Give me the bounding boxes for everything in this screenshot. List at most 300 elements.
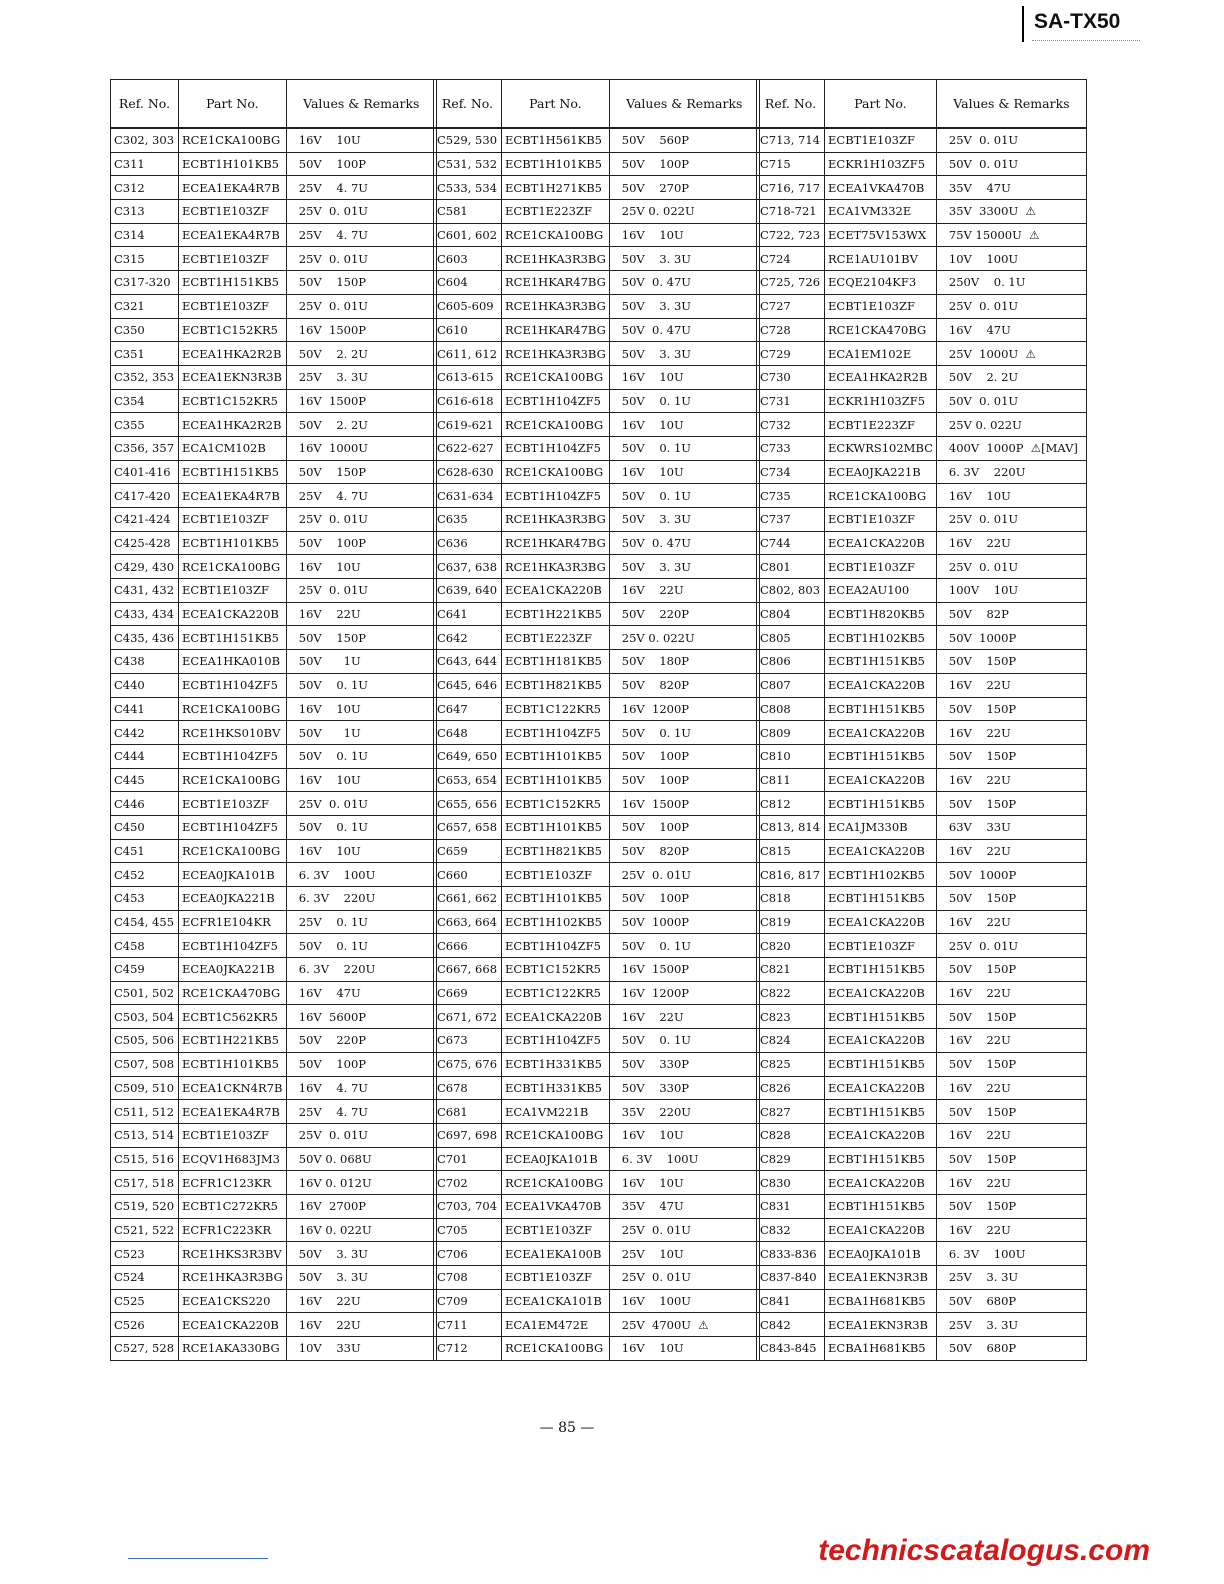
- part-no-cell: ECEA1HKA010B: [179, 650, 287, 674]
- value-cell: 25V 0. 01U: [936, 555, 1086, 579]
- part-no-cell: ECEA1CKN4R7B: [179, 1076, 287, 1100]
- value-cell: 6. 3V 220U: [936, 460, 1086, 484]
- ref-no-cell: C351: [111, 342, 179, 366]
- table-row: [111, 1029, 437, 1053]
- value-cell: 50V 150P: [936, 744, 1086, 768]
- part-no-cell: ECBT1H101KB5: [179, 152, 287, 176]
- part-no-cell: ECEA1VKA470B: [825, 176, 937, 200]
- value-cell: 25V 1000U ⚠: [936, 342, 1086, 366]
- value-cell: 16V 22U: [936, 1076, 1086, 1100]
- part-no-cell: ECBA1H681KB5: [825, 1337, 937, 1361]
- value-cell: 50V 150P: [936, 1005, 1086, 1029]
- value-cell: 25V 10U: [609, 1242, 759, 1266]
- table-row: [434, 152, 760, 176]
- ref-no-cell: C505, 506: [111, 1029, 179, 1053]
- value-cell: 6. 3V 220U: [286, 887, 436, 911]
- ref-no-cell: C440: [111, 673, 179, 697]
- table-row: [434, 555, 760, 579]
- table-row: [111, 531, 437, 555]
- value-cell: 50V 0. 1U: [609, 436, 759, 460]
- part-no-cell: ECBT1H104ZF5: [502, 934, 610, 958]
- table-row: [757, 1100, 1087, 1124]
- table-row: [434, 744, 760, 768]
- ref-no-cell: C417-420: [111, 484, 179, 508]
- table-header-row: [757, 80, 1087, 129]
- table-row: [757, 508, 1087, 532]
- table-row: [434, 1005, 760, 1029]
- ref-no-cell: C511, 512: [111, 1100, 179, 1124]
- value-cell: 50V 0. 1U: [609, 721, 759, 745]
- ref-no-cell: C730: [757, 365, 825, 389]
- part-no-cell: ECBT1E223ZF: [502, 626, 610, 650]
- part-no-cell: ECBT1H221KB5: [502, 602, 610, 626]
- ref-no-cell: C734: [757, 460, 825, 484]
- value-cell: 50V 3. 3U: [609, 294, 759, 318]
- value-cell: 50V 0. 1U: [609, 934, 759, 958]
- part-no-header: Part No.: [179, 80, 287, 129]
- value-cell: 16V 22U: [936, 1123, 1086, 1147]
- ref-no-cell: C718-721: [757, 200, 825, 224]
- value-cell: 35V 220U: [609, 1100, 759, 1124]
- value-cell: 25V 3. 3U: [286, 365, 436, 389]
- value-cell: 25V 0. 022U: [609, 200, 759, 224]
- table-row: [111, 152, 437, 176]
- table-row: [757, 721, 1087, 745]
- part-no-cell: ECBT1H104ZF5: [179, 744, 287, 768]
- table-row: [111, 1123, 437, 1147]
- part-no-cell: ECBT1H181KB5: [502, 650, 610, 674]
- table-row: [757, 1052, 1087, 1076]
- value-cell: 50V 0. 01U: [936, 389, 1086, 413]
- value-cell: 16V 22U: [936, 839, 1086, 863]
- table-row: [111, 1289, 437, 1313]
- value-cell: 25V 4700U ⚠: [609, 1313, 759, 1337]
- ref-no-cell: C724: [757, 247, 825, 271]
- table-row: [434, 958, 760, 982]
- ref-no-cell: C823: [757, 1005, 825, 1029]
- footer-link-underline: [128, 1558, 268, 1559]
- part-no-cell: ECEA1HKA2R2B: [825, 365, 937, 389]
- table-row: [757, 294, 1087, 318]
- value-cell: 50V 3. 3U: [609, 247, 759, 271]
- value-cell: 25V 4. 7U: [286, 223, 436, 247]
- value-cell: 16V 22U: [936, 721, 1086, 745]
- part-no-cell: ECBT1H104ZF5: [502, 484, 610, 508]
- table-row: [434, 1123, 760, 1147]
- value-cell: 16V 0. 012U: [286, 1171, 436, 1195]
- ref-no-cell: C350: [111, 318, 179, 342]
- ref-no-cell: C509, 510: [111, 1076, 179, 1100]
- value-cell: 50V 100P: [286, 1052, 436, 1076]
- ref-no-cell: C737: [757, 508, 825, 532]
- part-no-cell: ECBT1H151KB5: [179, 271, 287, 295]
- ref-no-cell: C521, 522: [111, 1218, 179, 1242]
- part-no-cell: ECBT1H104ZF5: [179, 673, 287, 697]
- value-cell: 16V 1200P: [609, 697, 759, 721]
- table-row: [434, 1242, 760, 1266]
- table-header-row: [434, 80, 760, 129]
- value-cell: 16V 10U: [609, 1123, 759, 1147]
- value-cell: 16V 4. 7U: [286, 1076, 436, 1100]
- ref-no-cell: C697, 698: [434, 1123, 502, 1147]
- part-no-cell: RCE1CKA100BG: [502, 1123, 610, 1147]
- table-row: [757, 200, 1087, 224]
- table-row: [434, 1147, 760, 1171]
- part-no-cell: RCE1CKA100BG: [825, 484, 937, 508]
- value-cell: 50V 150P: [936, 887, 1086, 911]
- part-no-cell: RCE1CKA100BG: [502, 1171, 610, 1195]
- ref-no-cell: C805: [757, 626, 825, 650]
- table-row: [111, 460, 437, 484]
- part-no-cell: ECBT1H102KB5: [825, 626, 937, 650]
- ref-no-cell: C315: [111, 247, 179, 271]
- value-cell: 250V 0. 1U: [936, 271, 1086, 295]
- ref-no-cell: C716, 717: [757, 176, 825, 200]
- value-cell: 50V 0. 1U: [609, 484, 759, 508]
- value-cell: 50V 2. 2U: [936, 365, 1086, 389]
- table-row: [434, 981, 760, 1005]
- part-no-cell: ECBT1H104ZF5: [502, 721, 610, 745]
- part-no-cell: RCE1HKAR47BG: [502, 531, 610, 555]
- part-no-cell: ECBT1H151KB5: [179, 460, 287, 484]
- part-no-cell: ECEA1CKA220B: [825, 721, 937, 745]
- part-no-cell: ECEA1CKA220B: [825, 768, 937, 792]
- value-cell: 50V 1000P: [936, 863, 1086, 887]
- table-header-row: [111, 80, 437, 129]
- part-no-cell: ECBT1H821KB5: [502, 839, 610, 863]
- table-row: [111, 1005, 437, 1029]
- part-no-cell: ECBT1H151KB5: [825, 792, 937, 816]
- part-no-cell: ECBT1H104ZF5: [179, 815, 287, 839]
- ref-no-cell: C813, 814: [757, 815, 825, 839]
- part-no-cell: ECBT1E103ZF: [502, 863, 610, 887]
- part-no-cell: ECBT1H101KB5: [502, 768, 610, 792]
- part-no-cell: ECEA1HKA2R2B: [179, 413, 287, 437]
- ref-no-cell: C445: [111, 768, 179, 792]
- ref-no-cell: C712: [434, 1337, 502, 1361]
- ref-no-cell: C732: [757, 413, 825, 437]
- table-row: [111, 342, 437, 366]
- part-no-cell: RCE1CKA100BG: [502, 365, 610, 389]
- table-row: [757, 602, 1087, 626]
- part-no-cell: RCE1AU101BV: [825, 247, 937, 271]
- value-cell: 50V 3. 3U: [286, 1242, 436, 1266]
- ref-no-cell: C655, 656: [434, 792, 502, 816]
- table-row: [434, 579, 760, 603]
- table-row: [434, 1076, 760, 1100]
- part-no-cell: ECEA1CKA220B: [502, 1005, 610, 1029]
- part-no-cell: ECEA1EKA4R7B: [179, 484, 287, 508]
- ref-no-cell: C735: [757, 484, 825, 508]
- value-cell: 35V 47U: [936, 176, 1086, 200]
- ref-no-cell: C663, 664: [434, 910, 502, 934]
- value-cell: 50V 0. 01U: [936, 152, 1086, 176]
- value-cell: 16V 10U: [286, 555, 436, 579]
- part-no-cell: ECQV1H683JM3: [179, 1147, 287, 1171]
- value-cell: 50V 100P: [286, 531, 436, 555]
- table-row: [111, 579, 437, 603]
- value-cell: 6. 3V 220U: [286, 958, 436, 982]
- site-watermark[interactable]: technicscatalogus.com: [818, 1534, 1150, 1567]
- table-row: [434, 650, 760, 674]
- table-row: [757, 1123, 1087, 1147]
- table-row: [434, 697, 760, 721]
- value-cell: 25V 0. 01U: [609, 1266, 759, 1290]
- table-row: [757, 152, 1087, 176]
- table-row: [434, 673, 760, 697]
- part-no-cell: ECFR1C123KR: [179, 1171, 287, 1195]
- ref-no-cell: C636: [434, 531, 502, 555]
- ref-no-cell: C616-618: [434, 389, 502, 413]
- value-cell: 16V 10U: [609, 223, 759, 247]
- value-cell: 16V 10U: [609, 1171, 759, 1195]
- table-row: [434, 1337, 760, 1361]
- table-row: [111, 863, 437, 887]
- value-cell: 50V 0. 1U: [609, 1029, 759, 1053]
- ref-no-cell: C611, 612: [434, 342, 502, 366]
- value-cell: 50V 150P: [936, 1194, 1086, 1218]
- parts-table-3: [756, 79, 1087, 1361]
- value-cell: 50V 150P: [286, 271, 436, 295]
- table-row: [434, 247, 760, 271]
- part-no-cell: RCE1CKA100BG: [502, 223, 610, 247]
- table-row: [434, 342, 760, 366]
- ref-no-cell: C401-416: [111, 460, 179, 484]
- ref-no-cell: C446: [111, 792, 179, 816]
- value-cell: 16V 10U: [609, 1337, 759, 1361]
- values-remarks-header: Values & Remarks: [609, 80, 759, 129]
- ref-no-cell: C435, 436: [111, 626, 179, 650]
- ref-no-cell: C642: [434, 626, 502, 650]
- value-cell: 50V 820P: [609, 839, 759, 863]
- table-row: [111, 1052, 437, 1076]
- value-cell: 25V 0. 01U: [286, 508, 436, 532]
- table-row: [111, 271, 437, 295]
- part-no-cell: ECA1EM102E: [825, 342, 937, 366]
- part-no-cell: ECBT1H101KB5: [179, 1052, 287, 1076]
- value-cell: 50V 100P: [609, 768, 759, 792]
- table-row: [757, 1005, 1087, 1029]
- part-no-cell: ECBT1E103ZF: [179, 200, 287, 224]
- table-row: [757, 1313, 1087, 1337]
- ref-no-cell: C733: [757, 436, 825, 460]
- model-name: SA-TX50: [1022, 6, 1120, 42]
- value-cell: 25V 3. 3U: [936, 1266, 1086, 1290]
- table-row: [757, 484, 1087, 508]
- ref-no-cell: C667, 668: [434, 958, 502, 982]
- part-no-cell: ECEA1VKA470B: [502, 1194, 610, 1218]
- part-no-cell: RCE1HKA3R3BG: [502, 294, 610, 318]
- table-row: [111, 626, 437, 650]
- value-cell: 16V 1000U: [286, 436, 436, 460]
- table-row: [434, 934, 760, 958]
- value-cell: 50V 100P: [609, 744, 759, 768]
- part-no-cell: ECEA1CKA220B: [825, 1171, 937, 1195]
- table-row: [434, 1289, 760, 1313]
- value-cell: 35V 3300U ⚠: [936, 200, 1086, 224]
- value-cell: 16V 22U: [936, 1171, 1086, 1195]
- table-row: [757, 247, 1087, 271]
- table-row: [434, 1313, 760, 1337]
- part-no-cell: RCE1CKA100BG: [502, 460, 610, 484]
- table-row: [757, 413, 1087, 437]
- table-row: [757, 981, 1087, 1005]
- table-row: [757, 1289, 1087, 1313]
- ref-no-cell: C352, 353: [111, 365, 179, 389]
- part-no-cell: ECEA1CKA220B: [825, 910, 937, 934]
- ref-no-cell: C802, 803: [757, 579, 825, 603]
- table-row: [434, 294, 760, 318]
- value-cell: 50V 3. 3U: [609, 555, 759, 579]
- table-row: [757, 1194, 1087, 1218]
- ref-no-cell: C801: [757, 555, 825, 579]
- part-no-cell: ECEA1CKA220B: [825, 1218, 937, 1242]
- table-row: [434, 602, 760, 626]
- part-no-cell: RCE1AKA330BG: [179, 1337, 287, 1361]
- ref-no-cell: C812: [757, 792, 825, 816]
- part-no-cell: ECEA0JKA101B: [502, 1147, 610, 1171]
- ref-no-cell: C829: [757, 1147, 825, 1171]
- table-row: [111, 508, 437, 532]
- table-row: [111, 484, 437, 508]
- part-no-cell: ECBT1C272KR5: [179, 1194, 287, 1218]
- part-no-cell: ECBT1H104ZF5: [502, 436, 610, 460]
- table-row: [434, 626, 760, 650]
- ref-no-cell: C822: [757, 981, 825, 1005]
- table-row: [757, 768, 1087, 792]
- value-cell: 25V 0. 022U: [609, 626, 759, 650]
- ref-no-cell: C523: [111, 1242, 179, 1266]
- ref-no-cell: C603: [434, 247, 502, 271]
- value-cell: 16V 1500P: [609, 792, 759, 816]
- table-row: [757, 1242, 1087, 1266]
- table-row: [434, 413, 760, 437]
- table-row: [757, 887, 1087, 911]
- part-no-cell: ECEA1EKA4R7B: [179, 223, 287, 247]
- table-row: [434, 223, 760, 247]
- ref-no-cell: C450: [111, 815, 179, 839]
- part-no-cell: ECBT1C152KR5: [502, 958, 610, 982]
- value-cell: 16V 10U: [609, 413, 759, 437]
- part-no-cell: ECFR1E104KR: [179, 910, 287, 934]
- part-no-cell: ECBT1H151KB5: [825, 744, 937, 768]
- table-row: [434, 389, 760, 413]
- table-row: [434, 460, 760, 484]
- value-cell: 50V 150P: [936, 792, 1086, 816]
- table-row: [757, 128, 1087, 152]
- value-cell: 16V 1500P: [609, 958, 759, 982]
- value-cell: 50V 0. 1U: [286, 744, 436, 768]
- ref-no-cell: C660: [434, 863, 502, 887]
- part-no-cell: ECKR1H103ZF5: [825, 152, 937, 176]
- ref-no-cell: C722, 723: [757, 223, 825, 247]
- ref-no-cell: C666: [434, 934, 502, 958]
- table-row: [757, 365, 1087, 389]
- table-row: [757, 223, 1087, 247]
- table-row: [434, 128, 760, 152]
- value-cell: 50V 150P: [936, 1052, 1086, 1076]
- part-no-cell: RCE1HKA3R3BG: [502, 247, 610, 271]
- value-cell: 50V 220P: [609, 602, 759, 626]
- ref-no-cell: C526: [111, 1313, 179, 1337]
- values-remarks-header: Values & Remarks: [286, 80, 436, 129]
- table-row: [434, 1100, 760, 1124]
- part-no-cell: ECBT1H331KB5: [502, 1076, 610, 1100]
- value-cell: 50V 150P: [936, 1100, 1086, 1124]
- part-no-cell: ECBT1E103ZF: [179, 294, 287, 318]
- part-no-cell: ECEA1EKA4R7B: [179, 176, 287, 200]
- part-no-cell: ECBT1H104ZF5: [502, 1029, 610, 1053]
- ref-no-cell: C639, 640: [434, 579, 502, 603]
- part-no-cell: ECBT1E223ZF: [825, 413, 937, 437]
- table-row: [111, 413, 437, 437]
- table-row: [111, 1337, 437, 1361]
- table-row: [111, 887, 437, 911]
- value-cell: 16V 22U: [286, 1289, 436, 1313]
- value-cell: 16V 22U: [609, 579, 759, 603]
- value-cell: 400V 1000P ⚠[MAV]: [936, 436, 1086, 460]
- value-cell: 50V 0. 1U: [286, 815, 436, 839]
- ref-no-cell: C728: [757, 318, 825, 342]
- table-row: [111, 697, 437, 721]
- ref-no-cell: C628-630: [434, 460, 502, 484]
- value-cell: 6. 3V 100U: [286, 863, 436, 887]
- value-cell: 16V 10U: [286, 697, 436, 721]
- part-no-cell: ECEA1EKN3R3B: [825, 1313, 937, 1337]
- part-no-cell: ECEA1CKA220B: [825, 1123, 937, 1147]
- table-row: [757, 792, 1087, 816]
- ref-no-cell: C671, 672: [434, 1005, 502, 1029]
- value-cell: 25V 0. 01U: [936, 294, 1086, 318]
- part-no-cell: ECBT1H151KB5: [825, 1147, 937, 1171]
- table-row: [757, 1029, 1087, 1053]
- part-no-cell: ECBT1E103ZF: [825, 934, 937, 958]
- ref-no-cell: C711: [434, 1313, 502, 1337]
- ref-no-cell: C826: [757, 1076, 825, 1100]
- part-no-cell: ECBT1E103ZF: [179, 579, 287, 603]
- value-cell: 16V 100U: [609, 1289, 759, 1313]
- ref-no-cell: C613-615: [434, 365, 502, 389]
- value-cell: 6. 3V 100U: [609, 1147, 759, 1171]
- table-row: [111, 1147, 437, 1171]
- table-row: [757, 910, 1087, 934]
- ref-no-cell: C653, 654: [434, 768, 502, 792]
- value-cell: 16V 10U: [609, 365, 759, 389]
- ref-no-cell: C713, 714: [757, 128, 825, 152]
- ref-no-cell: C708: [434, 1266, 502, 1290]
- value-cell: 50V 100P: [286, 152, 436, 176]
- ref-no-cell: C317-320: [111, 271, 179, 295]
- value-cell: 50V 680P: [936, 1289, 1086, 1313]
- ref-no-cell: C529, 530: [434, 128, 502, 152]
- ref-no-cell: C643, 644: [434, 650, 502, 674]
- ref-no-cell: C841: [757, 1289, 825, 1313]
- part-no-cell: ECBT1H331KB5: [502, 1052, 610, 1076]
- ref-no-cell: C645, 646: [434, 673, 502, 697]
- table-row: [757, 1076, 1087, 1100]
- table-row: [757, 626, 1087, 650]
- ref-no-cell: C527, 528: [111, 1337, 179, 1361]
- part-no-cell: ECBT1E103ZF: [179, 1123, 287, 1147]
- ref-no-cell: C661, 662: [434, 887, 502, 911]
- value-cell: 16V 5600P: [286, 1005, 436, 1029]
- table-row: [111, 555, 437, 579]
- table-row: [434, 1029, 760, 1053]
- ref-no-cell: C507, 508: [111, 1052, 179, 1076]
- table-row: [111, 223, 437, 247]
- table-row: [757, 697, 1087, 721]
- part-no-cell: ECEA0JKA101B: [179, 863, 287, 887]
